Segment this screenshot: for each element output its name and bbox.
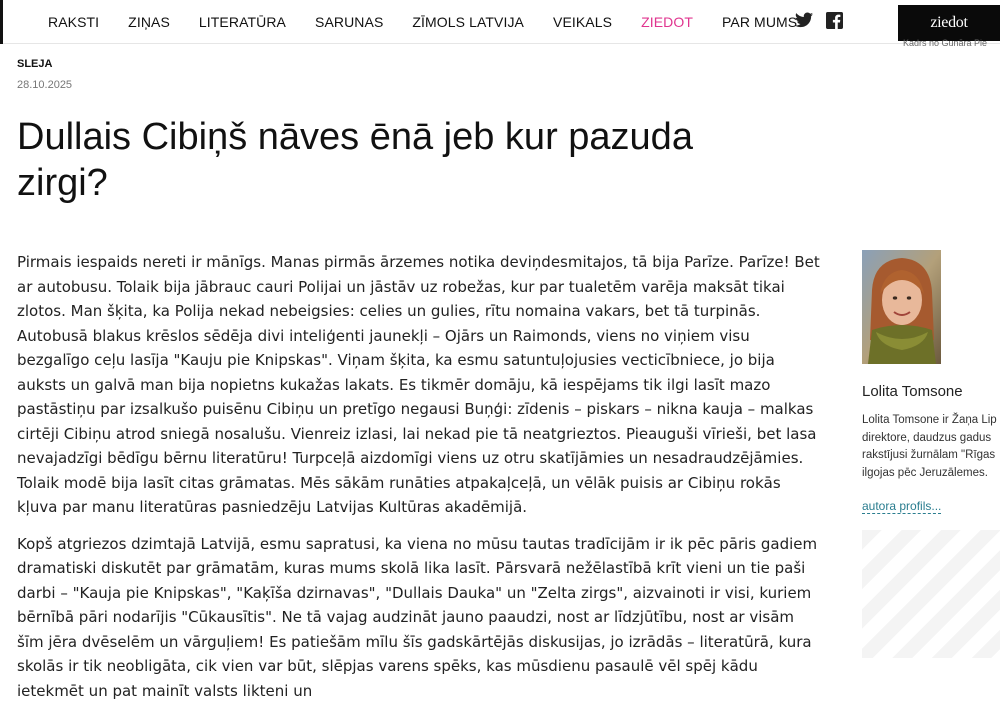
photo-credit: Kadrs no Gunāra Pie [903,38,988,48]
author-bio-line: ilgojas pēc Jeruzālemes. [862,466,988,479]
nav-item-zinas[interactable]: ZIŅAS [128,14,170,30]
article-date: 28.10.2025 [17,79,73,91]
article-body [17,250,822,715]
nav-item-ziedot[interactable]: ZIEDOT [641,14,694,30]
author-photo [862,250,941,364]
top-navigation-bar [0,0,1000,44]
twitter-icon[interactable] [795,12,813,33]
author-name[interactable]: Lolita Tomsone [862,383,963,400]
author-bio-line: Lolita Tomsone ir Žaņa Lip [862,414,997,426]
author-bio [862,412,1007,482]
nav-item-veikals[interactable]: VEIKALS [553,14,613,30]
author-profile-link[interactable]: autora profils... [862,499,942,513]
article-paragraph: Pirmais iespaids nereti ir mānīgs. Manas pirmās ārzemes notika deviņdesmitajos, tā bija Parīze. Parīze! Bet ar autobusu. Tolaik bija jābrauc cauri Polijai un jāstāv uz robežas, kur par tualetēm varēja maksāt tikai zlotos. Man šķita, ka Polija nekad nebeigsies: celies un gulies, rītu nomaina vakars, bet tā turpinās. Autobusā blakus krēslos sēdēja divi inteliģenti jaunekļi – Ojārs un Raimonds, viens no viņiem visu bezgalīgo ceļu lasīja "Kauju pie Knipskas". Viņam šķita, ka esmu satuntuļojusies vecticībniece, jo bija auksts un galvā man bija nopietns kukažas lakats. Es tikmēr domāju, kā iespējams tik ilgi lasīt mazo pastāstiņu par izsalkušo puisēnu Cibiņu un pretīgo negausi Buņģi: zīdenis – piskars – nikna kauja – malkas cirtēji Cibiņu atrod sniegā nosalušu. Vienreiz izlasi, lai nekad pie tā neatgrieztos. Pieauguši vīrieši, bet lasa nevajadzīgi bēdīgu bērnu literatūru! Turpceļā aizdomīgi viens uz otru skatījāmies un nesadraudzējāmies. Tolaik modē bija lasīt citas grāmatas. Mēs sākām runāties atpakaļceļā, un vēlāk puisis ar Cibiņu rokās kļuva par manu literatūras pasniedzēju Latvijas Kultūras akadēmijā. [17,253,820,516]
nav-item-par-mums-label: PAR MUMS [722,14,798,30]
article-paragraph: Kopš atgriezos dzimtajā Latvijā, esmu sapratusi, ka viena no mūsu tautas tradīcijām ir ik pēc pāris gadiem dramatiski diskutēt par grāmatām, kuras mums skolā lika lasīt. Pārsvarā nežēlastībā krīt vieni un tie paši darbi – "Kauja pie Knipskas", "Kaķīša dzirnavas", "Dullais Dauka" un "Zelta zirgs", aizvainoti ir visi, kuriem bērnībā pāri nodarījis "Cūkausītis". Ne tā vajag audzināt jauno paaudzi, nost ar līdzjūtību, nost ar visām šīm jēra dvēselēm un vārguļiem! Es patiešām mīlu šīs gadskārtējās diskusijas, jo izrādās – literatūrā, kura skolās ir tik neobligāta, cik vien var būt, slēpjas varens spēks, kas mūsdienu pasaulē vēl spēj kādu ietekmēt un pat mainīt valsts likteni un [17,534,818,700]
facebook-icon[interactable] [826,12,843,34]
article-category[interactable]: SLEJA [17,58,53,70]
left-edge-line [0,0,3,44]
nav-item-literatura[interactable]: LITERATŪRA [198,14,286,30]
main-nav [48,0,836,44]
nav-item-zimols-latvija[interactable]: ZĪMOLS LATVIJA [412,14,524,30]
donate-button[interactable]: ziedot [898,5,1000,41]
author-bio-line: rakstījusi žurnālam "Rīgas [862,449,996,461]
nav-item-sarunas[interactable]: SARUNAS [315,14,384,30]
striped-placeholder [862,530,1000,658]
author-bio-line: direktore, daudzus gadus [862,431,992,444]
article-title: Dullais Cibiņš nāves ēnā jeb kur pazuda zirgi? [17,116,693,204]
nav-item-raksti[interactable]: RAKSTI [48,14,100,30]
